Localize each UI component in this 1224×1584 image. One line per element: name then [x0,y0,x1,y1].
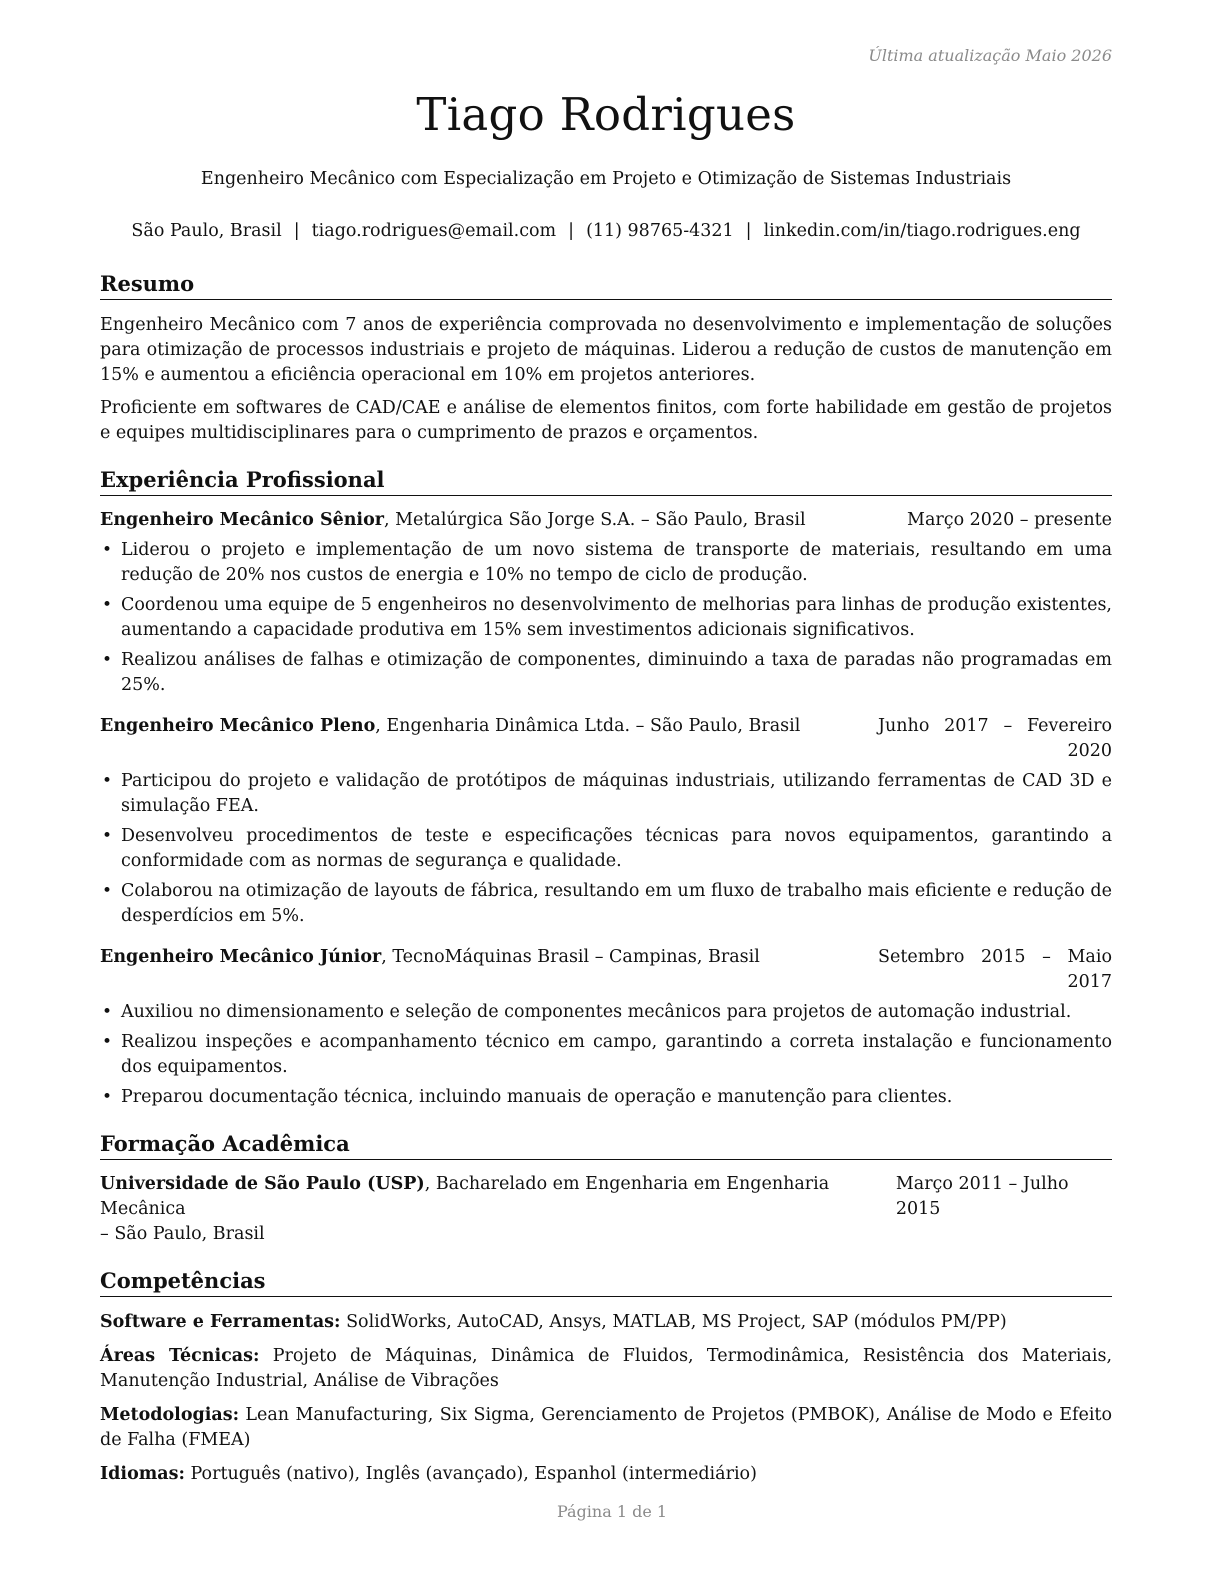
bullet-dot: • [102,771,113,791]
job-bullets [100,538,1112,698]
contact-separator: | [568,221,575,241]
bullet-dot: • [102,1032,113,1052]
contact-location: São Paulo, Brasil [131,221,282,241]
bullet-text: Auxiliou no dimensionamento e seleção de componentes mecânicos para projetos de automação industrial. [121,1002,1072,1022]
skill-row [100,1462,1112,1487]
list-item [100,648,1112,698]
skill-value: Projeto de Máquinas, Dinâmica de Fluidos, Termodinâmica, Resistência dos Materiais, Manutenção Industrial, Análise de Vibrações [100,1346,1113,1391]
skill-label: Software e Ferramentas: [100,1312,341,1332]
list-item [100,824,1112,874]
list-item [100,769,1112,819]
list-item [100,593,1112,643]
job-role: Engenheiro Mecânico Pleno [100,716,376,736]
bullet-text: Realizou análises de falhas e otimização de componentes, diminuindo a taxa de paradas não programadas em 25%. [121,650,1112,695]
list-item [100,879,1112,929]
job-header [100,508,1112,533]
bullet-text: Desenvolveu procedimentos de teste e especificações técnicas para novos equipamentos, garantindo a conformidade com as normas de segurança e qualidade. [121,826,1112,871]
job-role: Engenheiro Mecânico Sênior [100,510,384,530]
skill-label: Metodologias: [100,1405,240,1425]
contact-separator: | [293,221,300,241]
contact-phone: (11) 98765-4321 [586,221,734,241]
job-company: , TecnoMáquinas Brasil – Campinas, Brasil [381,947,760,967]
last-updated-note: Última atualização Maio 2026 [868,46,1112,65]
list-item [100,1085,1112,1110]
job-bullets [100,1000,1112,1110]
bullet-text: Preparou documentação técnica, incluindo manuais de operação e manutenção para clientes. [121,1087,953,1107]
skill-label: Idiomas: [100,1464,185,1484]
bullet-dot: • [102,540,113,560]
summary-paragraph: Proficiente em softwares de CAD/CAE e análise de elementos finitos, com forte habilidade em gestão de projetos e equipes multidisciplinares para o cumprimento de prazos e orçamentos. [100,398,1112,443]
bullet-text: Liderou o projeto e implementação de um novo sistema de transporte de materiais, resultando em uma redução de 20% nos custos de energia e 10% no tempo de ciclo de produção. [121,540,1112,585]
education-location: – São Paulo, Brasil [100,1224,265,1244]
education-dates: Março 2011 – Julho 2015 [895,1174,1069,1219]
job-header [100,945,1112,995]
job-dates: Março 2020 – presente [907,510,1112,530]
job-entry [100,945,1112,1110]
job-company: , Engenharia Dinâmica Ltda. – São Paulo, Brasil [375,716,801,736]
job-dates: Setembro 2015 – Maio 2017 [878,947,1112,992]
skill-row [100,1403,1112,1453]
summary-paragraph: Engenheiro Mecânico com 7 anos de experiência comprovada no desenvolvimento e implementação de soluções para otimização de processos industriais e projeto de máquinas. Liderou a redução de custos de manutenção em 15% e aumentou a eficiência operacional em 10% em projetos anteriores. [100,315,1112,385]
section-title-skills: Competências [100,1267,1112,1297]
bullet-dot: • [102,1087,113,1107]
section-title-education: Formação Acadêmica [100,1130,1112,1160]
skill-value: SolidWorks, AutoCAD, Ansys, MATLAB, MS Project, SAP (módulos PM/PP) [340,1312,1007,1332]
education-institution: Universidade de São Paulo (USP) [100,1174,425,1194]
experience-section [100,466,1112,1110]
contact-separator: | [745,221,752,241]
skills-section [100,1267,1112,1487]
resume-content [100,270,1112,1487]
contact-line [100,221,1112,241]
candidate-name: Tiago Rodrigues [416,88,796,141]
bullet-dot: • [102,881,113,901]
bullet-dot: • [102,650,113,670]
bullet-dot: • [102,826,113,846]
section-title-experience: Experiência Profissional [100,466,1112,496]
skill-label: Áreas Técnicas: [100,1346,260,1366]
skill-row [100,1310,1112,1335]
bullet-text: Participou do projeto e validação de protótipos de máquinas industriais, utilizando ferramentas de CAD 3D e simulação FEA. [121,771,1112,816]
job-role: Engenheiro Mecânico Júnior [100,947,382,967]
bullet-text: Coordenou uma equipe de 5 engenheiros no desenvolvimento de melhorias para linhas de produção existentes, aumentando a capacidade produtiva em 15% sem investimentos adicionais significativos. [121,595,1112,640]
job-bullets [100,769,1112,929]
education-section [100,1130,1112,1247]
list-item [100,538,1112,588]
bullet-text: Realizou inspeções e acompanhamento técnico em campo, garantindo a correta instalação e funcionamento dos equipamentos. [121,1032,1112,1077]
skill-value: Lean Manufacturing, Six Sigma, Gerenciamento de Projetos (PMBOK), Análise de Modo e Efeito de Falha (FMEA) [100,1405,1112,1450]
education-entry [100,1172,1112,1247]
education-degree: , Bacharelado em Engenharia em Engenharia Mecânica [100,1174,830,1219]
section-title-summary: Resumo [100,270,1112,300]
list-item [100,1000,1112,1025]
job-dates: Junho 2017 – Fevereiro 2020 [878,716,1112,761]
bullet-dot: • [102,1002,113,1022]
bullet-dot: • [102,595,113,615]
page-number: Página 1 de 1 [556,1502,668,1521]
summary-section [100,270,1112,446]
contact-email[interactable]: tiago.rodrigues@email.com [311,221,557,241]
bullet-text: Colaborou na otimização de layouts de fábrica, resultando em um fluxo de trabalho mais eficiente e redução de desperdícios em 5%. [121,881,1112,926]
skill-row [100,1344,1112,1394]
job-header [100,714,1112,764]
skill-value: Português (nativo), Inglês (avançado), Espanhol (intermediário) [184,1464,757,1484]
contact-linkedin[interactable]: linkedin.com/in/tiago.rodrigues.eng [763,221,1081,241]
job-company: , Metalúrgica São Jorge S.A. – São Paulo, Brasil [383,510,806,530]
headline: Engenheiro Mecânico com Especialização em Projeto e Otimização de Sistemas Industriais [200,169,1012,189]
job-entry [100,714,1112,929]
list-item [100,1030,1112,1080]
job-entry [100,508,1112,698]
